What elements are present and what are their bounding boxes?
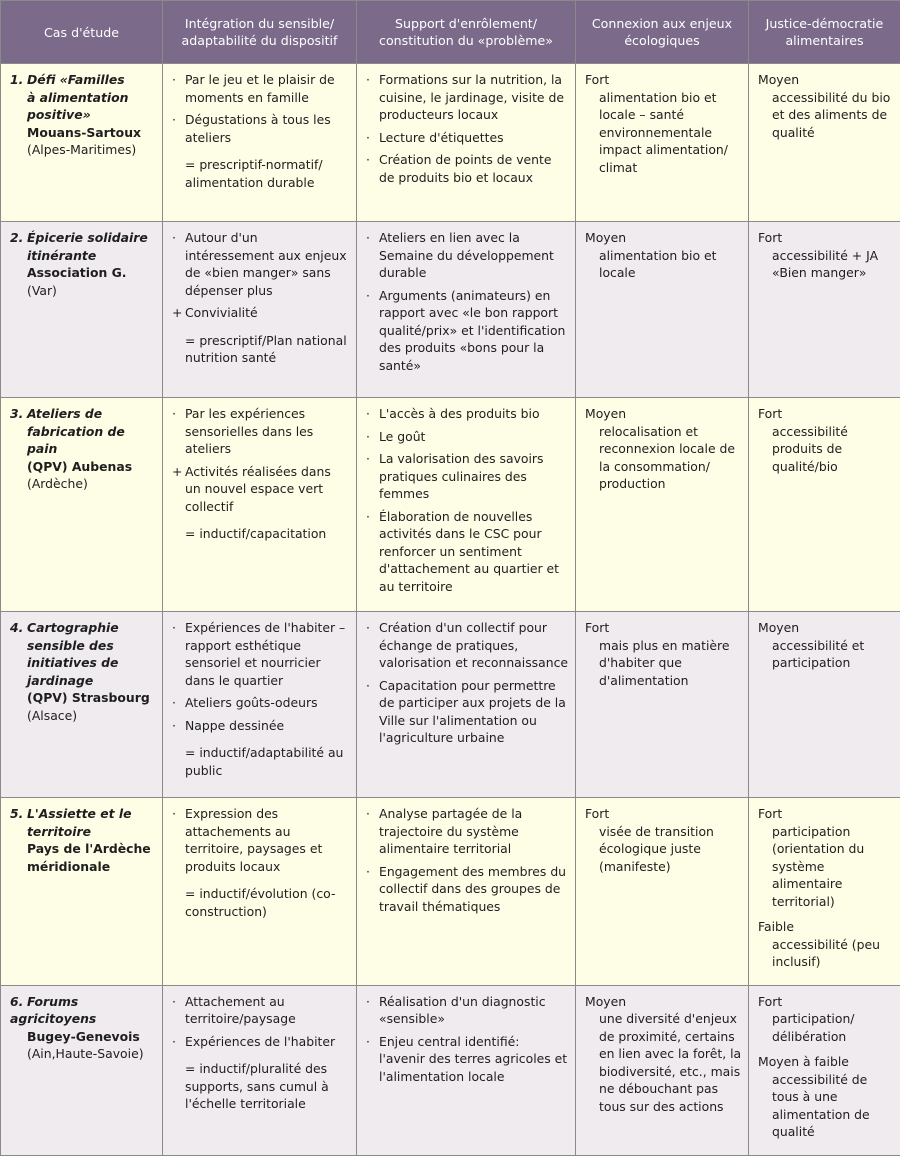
rating-block bbox=[585, 619, 742, 689]
case-number: 3. bbox=[10, 405, 27, 423]
case-cell bbox=[1, 398, 163, 612]
rating-text: accessibilité de tous à une alimentation de qualité bbox=[758, 1071, 894, 1141]
case-region: (Ardèche) bbox=[10, 475, 156, 493]
header-integration: Intégration du sensible/ adaptabilité du dispositif bbox=[163, 1, 357, 64]
case-location-name: Association G. bbox=[27, 265, 127, 280]
case-region: (Alsace) bbox=[10, 707, 156, 725]
rating-block bbox=[585, 993, 742, 1116]
integration-cell bbox=[163, 985, 357, 1155]
case-location bbox=[10, 858, 156, 876]
case-number: 1. bbox=[10, 71, 27, 89]
ecology-cell bbox=[576, 222, 749, 398]
list-item bbox=[366, 287, 569, 375]
list-item-text: Expression des attachements au territoire, paysages et produits locaux bbox=[185, 805, 350, 875]
rating-level: Fort bbox=[758, 805, 894, 823]
case-title: L'Assiette et le bbox=[27, 806, 132, 821]
rating-text: accessibilité et participation bbox=[758, 637, 894, 672]
case-title: positive» bbox=[27, 107, 91, 122]
support-cell bbox=[357, 985, 576, 1155]
justice-cell bbox=[749, 222, 900, 398]
list-item-text: Réalisation d'un diagnostic «sensible» bbox=[379, 993, 569, 1028]
list-item-text: Ateliers goûts-odeurs bbox=[185, 694, 350, 712]
rating-text: accessibilité du bio et des aliments de qualité bbox=[758, 89, 894, 142]
bullet-mark: · bbox=[366, 805, 379, 858]
list-item-text: Expériences de l'habiter – rapport esthétique sensoriel et nourricier dans le quartier bbox=[185, 619, 350, 689]
rating-level: Moyen à faible bbox=[758, 1053, 894, 1071]
case-location bbox=[10, 124, 156, 142]
list-item bbox=[366, 805, 569, 858]
support-cell bbox=[357, 222, 576, 398]
bullet-mark: · bbox=[366, 619, 379, 672]
bullet-mark: · bbox=[172, 619, 185, 689]
case-cell bbox=[1, 798, 163, 986]
bullet-mark: · bbox=[366, 71, 379, 124]
bullet-mark: · bbox=[366, 287, 379, 375]
case-location-name: Mouans-Sartoux bbox=[27, 125, 141, 140]
list-item bbox=[366, 508, 569, 596]
integration-cell bbox=[163, 612, 357, 798]
list-item bbox=[172, 304, 350, 322]
bullet-mark: · bbox=[366, 677, 379, 747]
rating-text: accessibilité (peu inclusif) bbox=[758, 936, 894, 971]
rating-block bbox=[758, 71, 894, 141]
list-item bbox=[172, 1033, 350, 1051]
case-title: fabrication de pain bbox=[27, 424, 125, 457]
bullet-mark: · bbox=[172, 805, 185, 875]
rating-level: Fort bbox=[585, 619, 742, 637]
bullet-mark: · bbox=[366, 863, 379, 916]
integration-cell bbox=[163, 222, 357, 398]
list-item bbox=[366, 405, 569, 423]
case-title: Ateliers de bbox=[27, 406, 102, 421]
rating-block bbox=[585, 405, 742, 493]
case-location bbox=[10, 840, 156, 858]
list-item bbox=[172, 619, 350, 689]
bullet-mark: · bbox=[172, 229, 185, 299]
rating-text: participation (orientation du système alimentaire territorial) bbox=[758, 823, 894, 911]
integration-cell bbox=[163, 64, 357, 222]
case-title-line bbox=[10, 106, 156, 124]
list-item-text: Création d'un collectif pour échange de pratiques, valorisation et reconnaissance bbox=[379, 619, 569, 672]
case-location-name: Pays de l'Ardèche bbox=[27, 841, 151, 856]
bullet-mark: + bbox=[172, 304, 185, 322]
list-item-text: Activités réalisées dans un nouvel espace vert collectif bbox=[185, 463, 350, 516]
list-item-text: Par les expériences sensorielles dans les ateliers bbox=[185, 405, 350, 458]
bullet-mark: · bbox=[172, 694, 185, 712]
support-cell bbox=[357, 612, 576, 798]
list-item bbox=[172, 993, 350, 1028]
header-case: Cas d'étude bbox=[1, 1, 163, 64]
list-item-text: Nappe dessinée bbox=[185, 717, 350, 735]
list-item bbox=[172, 694, 350, 712]
case-title: itinérante bbox=[27, 248, 96, 263]
case-title-line bbox=[10, 654, 156, 672]
ecology-cell bbox=[576, 798, 749, 986]
rating-block bbox=[758, 1053, 894, 1141]
list-item-text: Par le jeu et le plaisir de moments en famille bbox=[185, 71, 350, 106]
case-title: Forums agricitoyens bbox=[10, 994, 96, 1027]
bullet-mark: · bbox=[172, 993, 185, 1028]
support-cell bbox=[357, 64, 576, 222]
rating-level: Fort bbox=[758, 405, 894, 423]
table-row bbox=[1, 64, 900, 222]
list-item bbox=[366, 863, 569, 916]
bullet-mark: · bbox=[366, 450, 379, 503]
rating-level: Moyen bbox=[758, 71, 894, 89]
list-item bbox=[366, 71, 569, 124]
list-item-text: Autour d'un intéressement aux enjeux de «bien manger» sans dépenser plus bbox=[185, 229, 350, 299]
case-location bbox=[10, 1028, 156, 1046]
bullet-mark: · bbox=[366, 405, 379, 423]
support-cell bbox=[357, 398, 576, 612]
header-row bbox=[1, 1, 900, 64]
case-cell bbox=[1, 612, 163, 798]
list-item bbox=[366, 677, 569, 747]
case-title-line bbox=[10, 823, 156, 841]
table-row bbox=[1, 222, 900, 398]
bullet-mark: · bbox=[172, 71, 185, 106]
list-item-text: Convivialité bbox=[185, 304, 350, 322]
case-cell bbox=[1, 64, 163, 222]
bullet-mark: · bbox=[366, 508, 379, 596]
case-region: (Ain,Haute-Savoie) bbox=[10, 1045, 156, 1063]
rating-text: visée de transition écologique juste (manifeste) bbox=[585, 823, 742, 876]
list-item-text: Enjeu central identifié: l'avenir des terres agricoles et l'alimentation locale bbox=[379, 1033, 569, 1086]
case-title-line bbox=[10, 805, 156, 823]
case-cell bbox=[1, 985, 163, 1155]
bullet-mark: · bbox=[366, 993, 379, 1028]
integration-conclusion: = inductif/pluralité des supports, sans cumul à l'échelle territoriale bbox=[172, 1060, 350, 1113]
integration-conclusion: = inductif/capacitation bbox=[172, 525, 350, 543]
rating-level: Moyen bbox=[585, 405, 742, 423]
integration-conclusion: = inductif/adaptabilité au public bbox=[172, 744, 350, 779]
list-item bbox=[172, 405, 350, 458]
list-item-text: Lecture d'étiquettes bbox=[379, 129, 569, 147]
integration-cell bbox=[163, 798, 357, 986]
list-item bbox=[366, 993, 569, 1028]
case-location-name: méridionale bbox=[27, 859, 110, 874]
case-location bbox=[10, 264, 156, 282]
rating-text: accessibilité + JA «Bien manger» bbox=[758, 247, 894, 282]
case-title-line bbox=[10, 405, 156, 423]
list-item bbox=[366, 1033, 569, 1086]
rating-level: Fort bbox=[585, 805, 742, 823]
bullet-mark: + bbox=[172, 463, 185, 516]
rating-text: alimentation bio et locale – santé environnementale impact alimentation/ climat bbox=[585, 89, 742, 177]
rating-text: accessibilité produits de qualité/bio bbox=[758, 423, 894, 476]
rating-level: Fort bbox=[758, 993, 894, 1011]
integration-conclusion: = inductif/évolution (co-construction) bbox=[172, 885, 350, 920]
justice-cell bbox=[749, 985, 900, 1155]
rating-level: Moyen bbox=[758, 619, 894, 637]
list-item-text: L'accès à des produits bio bbox=[379, 405, 569, 423]
list-item-text: Formations sur la nutrition, la cuisine, le jardinage, visite de producteurs locaux bbox=[379, 71, 569, 124]
case-title-line bbox=[10, 637, 156, 655]
header-ecology: Connexion aux enjeux écologiques bbox=[576, 1, 749, 64]
rating-block bbox=[758, 405, 894, 475]
list-item bbox=[172, 111, 350, 146]
list-item bbox=[366, 129, 569, 147]
case-title-line bbox=[10, 993, 156, 1028]
case-number: 6. bbox=[10, 993, 27, 1011]
header-support: Support d'enrôlement/ constitution du «problème» bbox=[357, 1, 576, 64]
bullet-mark: · bbox=[172, 717, 185, 735]
support-cell bbox=[357, 798, 576, 986]
case-region: (Var) bbox=[10, 282, 156, 300]
list-item-text: Capacitation pour permettre de participer aux projets de la Ville sur l'alimentation ou l'agriculture urbaine bbox=[379, 677, 569, 747]
bullet-mark: · bbox=[366, 428, 379, 446]
rating-block bbox=[585, 805, 742, 875]
case-title-line bbox=[10, 71, 156, 89]
case-location-name: Bugey-Genevois bbox=[27, 1029, 140, 1044]
rating-level: Faible bbox=[758, 918, 894, 936]
rating-block bbox=[758, 229, 894, 282]
case-title-line bbox=[10, 672, 156, 690]
rating-block bbox=[758, 993, 894, 1046]
case-title: initiatives de bbox=[27, 655, 118, 670]
bullet-mark: · bbox=[172, 111, 185, 146]
bullet-mark: · bbox=[366, 229, 379, 282]
rating-block bbox=[758, 805, 894, 910]
case-number: 5. bbox=[10, 805, 27, 823]
justice-cell bbox=[749, 798, 900, 986]
justice-cell bbox=[749, 64, 900, 222]
list-item-text: Dégustations à tous les ateliers bbox=[185, 111, 350, 146]
case-title-line bbox=[10, 229, 156, 247]
rating-text: participation/ délibération bbox=[758, 1010, 894, 1045]
ecology-cell bbox=[576, 985, 749, 1155]
rating-text: relocalisation et reconnexion locale de la consommation/ production bbox=[585, 423, 742, 493]
case-title: à alimentation bbox=[27, 90, 128, 105]
case-title: Épicerie solidaire bbox=[27, 230, 148, 245]
bullet-mark: · bbox=[172, 1033, 185, 1051]
integration-cell bbox=[163, 398, 357, 612]
list-item-text: La valorisation des savoirs pratiques culinaires des femmes bbox=[379, 450, 569, 503]
case-title: territoire bbox=[27, 824, 91, 839]
ecology-cell bbox=[576, 64, 749, 222]
list-item-text: Attachement au territoire/paysage bbox=[185, 993, 350, 1028]
case-title-line bbox=[10, 89, 156, 107]
list-item-text: Analyse partagée de la trajectoire du système alimentaire territorial bbox=[379, 805, 569, 858]
case-region: (Alpes-Maritimes) bbox=[10, 141, 156, 159]
case-number: 2. bbox=[10, 229, 27, 247]
list-item-text: Arguments (animateurs) en rapport avec «le bon rapport qualité/prix» et l'identification des produits «bons pour la santé» bbox=[379, 287, 569, 375]
rating-block bbox=[585, 229, 742, 282]
case-number: 4. bbox=[10, 619, 27, 637]
bullet-mark: · bbox=[366, 1033, 379, 1086]
case-title-line bbox=[10, 247, 156, 265]
case-title: jardinage bbox=[27, 673, 93, 688]
list-item bbox=[172, 71, 350, 106]
table-row bbox=[1, 985, 900, 1155]
list-item bbox=[172, 463, 350, 516]
case-title: Défi «Familles bbox=[27, 72, 125, 87]
rating-level: Moyen bbox=[585, 993, 742, 1011]
list-item-text: Création de points de vente de produits bio et locaux bbox=[379, 151, 569, 186]
list-item-text: Élaboration de nouvelles activités dans le CSC pour renforcer un sentiment d'attachement au quartier et au territoire bbox=[379, 508, 569, 596]
list-item bbox=[366, 450, 569, 503]
rating-level: Fort bbox=[758, 229, 894, 247]
list-item-text: Expériences de l'habiter bbox=[185, 1033, 350, 1051]
bullet-mark: · bbox=[366, 151, 379, 186]
table-row bbox=[1, 398, 900, 612]
integration-conclusion: = prescriptif/Plan national nutrition santé bbox=[172, 332, 350, 367]
bullet-mark: · bbox=[172, 405, 185, 458]
case-title-line bbox=[10, 423, 156, 458]
rating-block bbox=[758, 619, 894, 672]
case-location bbox=[10, 689, 156, 707]
integration-conclusion: = prescriptif-normatif/ alimentation durable bbox=[172, 156, 350, 191]
rating-block bbox=[758, 918, 894, 971]
rating-text: une diversité d'enjeux de proximité, certains en lien avec la forêt, la biodiversité, etc., mais ne débouchant pas tous sur des actions bbox=[585, 1010, 742, 1115]
case-location-name: (QPV) Aubenas bbox=[27, 459, 132, 474]
justice-cell bbox=[749, 398, 900, 612]
list-item bbox=[366, 151, 569, 186]
case-cell bbox=[1, 222, 163, 398]
list-item bbox=[366, 619, 569, 672]
case-location-name: (QPV) Strasbourg bbox=[27, 690, 150, 705]
list-item bbox=[366, 428, 569, 446]
case-title: sensible des bbox=[27, 638, 114, 653]
rating-level: Fort bbox=[585, 71, 742, 89]
rating-text: alimentation bio et locale bbox=[585, 247, 742, 282]
case-title: Cartographie bbox=[27, 620, 119, 635]
list-item bbox=[172, 229, 350, 299]
rating-text: mais plus en matière d'habiter que d'alimentation bbox=[585, 637, 742, 690]
list-item-text: Ateliers en lien avec la Semaine du développement durable bbox=[379, 229, 569, 282]
case-location bbox=[10, 458, 156, 476]
header-justice: Justice-démocratie alimentaires bbox=[749, 1, 900, 64]
table-row bbox=[1, 612, 900, 798]
list-item bbox=[172, 805, 350, 875]
bullet-mark: · bbox=[366, 129, 379, 147]
case-title-line bbox=[10, 619, 156, 637]
justice-cell bbox=[749, 612, 900, 798]
ecology-cell bbox=[576, 398, 749, 612]
list-item-text: Engagement des membres du collectif dans des groupes de travail thématiques bbox=[379, 863, 569, 916]
ecology-cell bbox=[576, 612, 749, 798]
list-item bbox=[172, 717, 350, 735]
table-row bbox=[1, 798, 900, 986]
rating-block bbox=[585, 71, 742, 176]
list-item bbox=[366, 229, 569, 282]
list-item-text: Le goût bbox=[379, 428, 569, 446]
rating-level: Moyen bbox=[585, 229, 742, 247]
